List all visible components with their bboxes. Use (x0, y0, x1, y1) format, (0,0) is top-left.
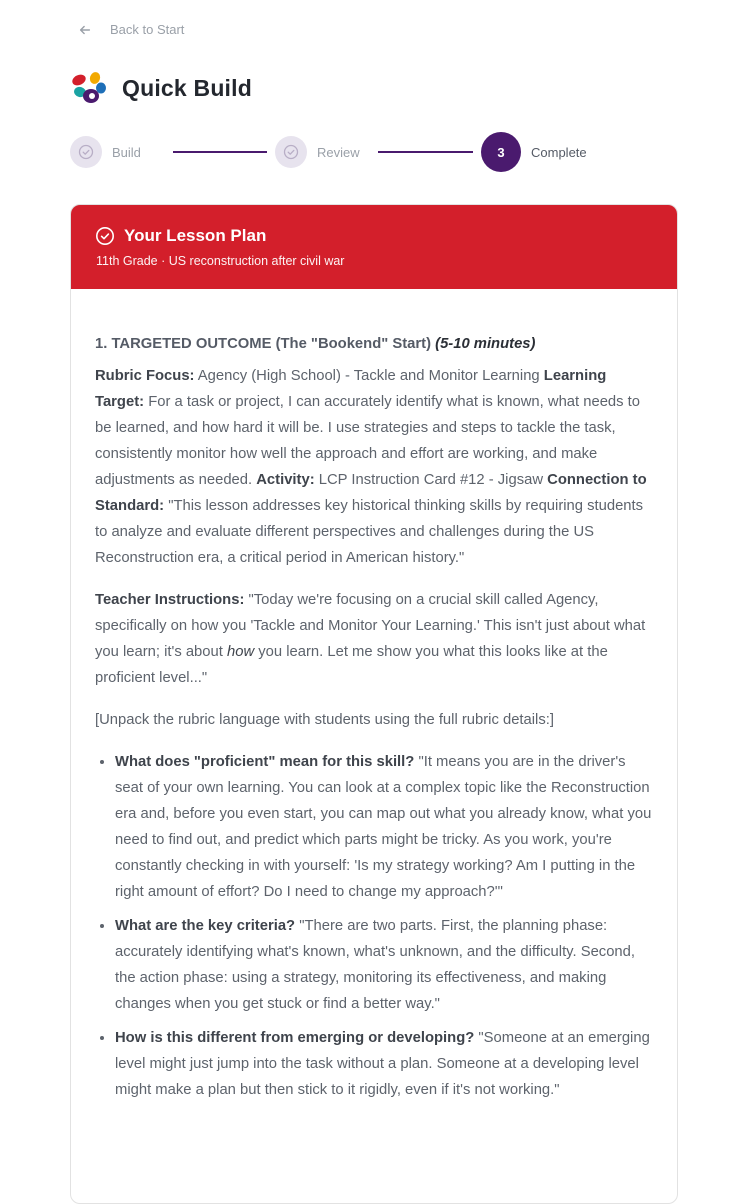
teacher-instructions-label: Teacher Instructions: (95, 592, 245, 608)
teacher-instructions-text-cont: you learn. Let me show you what this looks like at the proficient level..." (95, 644, 608, 686)
check-circle-icon (78, 144, 94, 160)
check-circle-icon (283, 144, 299, 160)
learning-target-text: For a task or project, I can accurately identify what is known, what needs to be learned, and how hard it will be. I use strategies and steps to tackle the task, consistently monitor how well the approach and effort are working, and make adjustments as needed. (95, 394, 641, 488)
step-build (70, 136, 141, 168)
back-to-start-link[interactable] (78, 22, 184, 37)
lesson-plan-header (71, 205, 677, 289)
lesson-plan-subtitle: 11th Grade · US reconstruction after civil war (96, 254, 345, 268)
step-complete-label: Complete (531, 144, 587, 160)
lesson-plan-card (70, 204, 678, 1204)
app-logo (70, 70, 108, 106)
lesson-plan-body (71, 289, 677, 1103)
teacher-instructions-emphasis: how (226, 644, 255, 660)
step-review-indicator (275, 136, 307, 168)
rubric-questions-list (95, 749, 653, 1103)
activity-text: LCP Instruction Card #12 - Jigsaw (318, 472, 544, 488)
back-label: Back to Start (110, 22, 185, 37)
section-heading (95, 331, 653, 357)
rubric-text: Agency (High School) - Tackle and Monitor Learning (197, 368, 540, 384)
bullet-answer: "Someone at an emerging level might just jump into the task without a plan. Someone at a developing level might make a plan but then stick to it rigidly, even if it's not working." (115, 1030, 650, 1098)
rubric-label: Rubric Focus: (95, 368, 195, 384)
unpack-note: [Unpack the rubric language with students using the full rubric details:] (95, 712, 554, 728)
arrow-left-icon (78, 23, 92, 37)
step-connector (173, 151, 267, 153)
bullet-question: How is this different from emerging or developing? (115, 1030, 475, 1046)
activity-label: Activity: (256, 472, 315, 488)
step-review-label: Review (317, 144, 360, 160)
step-review (275, 136, 360, 168)
lesson-plan-title: Your Lesson Plan (124, 226, 267, 245)
connection-text: "This lesson addresses key historical thinking skills by requiring students to analyze and evaluate different perspectives and challenges during the US Reconstruction era, a critical period in American history." (95, 498, 644, 566)
app-header (70, 70, 252, 106)
step-build-indicator (70, 136, 102, 168)
list-item (115, 913, 653, 1017)
teacher-instructions-text: "Today we're focusing on a crucial skill called Agency, specifically on how you 'Tackle and Monitor Your Learning.' This isn't just about what you learn; it's about (95, 592, 646, 660)
step-connector (378, 151, 473, 153)
bullet-question: What does "proficient" mean for this skill? (115, 754, 415, 770)
connection-label: Connection to Standard: (95, 472, 647, 514)
learning-target-label: Learning Target: (95, 368, 607, 410)
step-build-label: Build (112, 144, 141, 160)
bullet-question: What are the key criteria? (115, 918, 296, 934)
step-complete (481, 132, 587, 172)
list-item (115, 1025, 653, 1103)
step-complete-indicator: 3 (481, 132, 521, 172)
section-title: 1. TARGETED OUTCOME (The "Bookend" Start) (95, 336, 432, 352)
bullet-answer: "There are two parts. First, the planning phase: accurately identifying what's known, what's unknown, and the difficulty. Second, the action phase: using a strategy, monitoring its effectiveness, and making changes when you get stuck or find a better way." (115, 918, 636, 1012)
section-time: (5-10 minutes) (435, 336, 536, 352)
rubric-paragraph (95, 363, 653, 571)
bullet-answer: "It means you are in the driver's seat of your own learning. You can look at a complex topic like the Reconstruction era and, before you even start, you can map out what you already know, what you need to find out, and predict which parts might be tricky. As you work, you're constantly checking in with yourself: 'Is my strategy working? Am I putting in the right amount of effort? Do I need to change my approach?'" (115, 754, 652, 900)
progress-stepper (70, 132, 610, 172)
list-item (115, 749, 653, 905)
check-circle-icon (95, 226, 115, 246)
teacher-instructions (95, 587, 653, 691)
page-title: Quick Build (122, 74, 252, 101)
